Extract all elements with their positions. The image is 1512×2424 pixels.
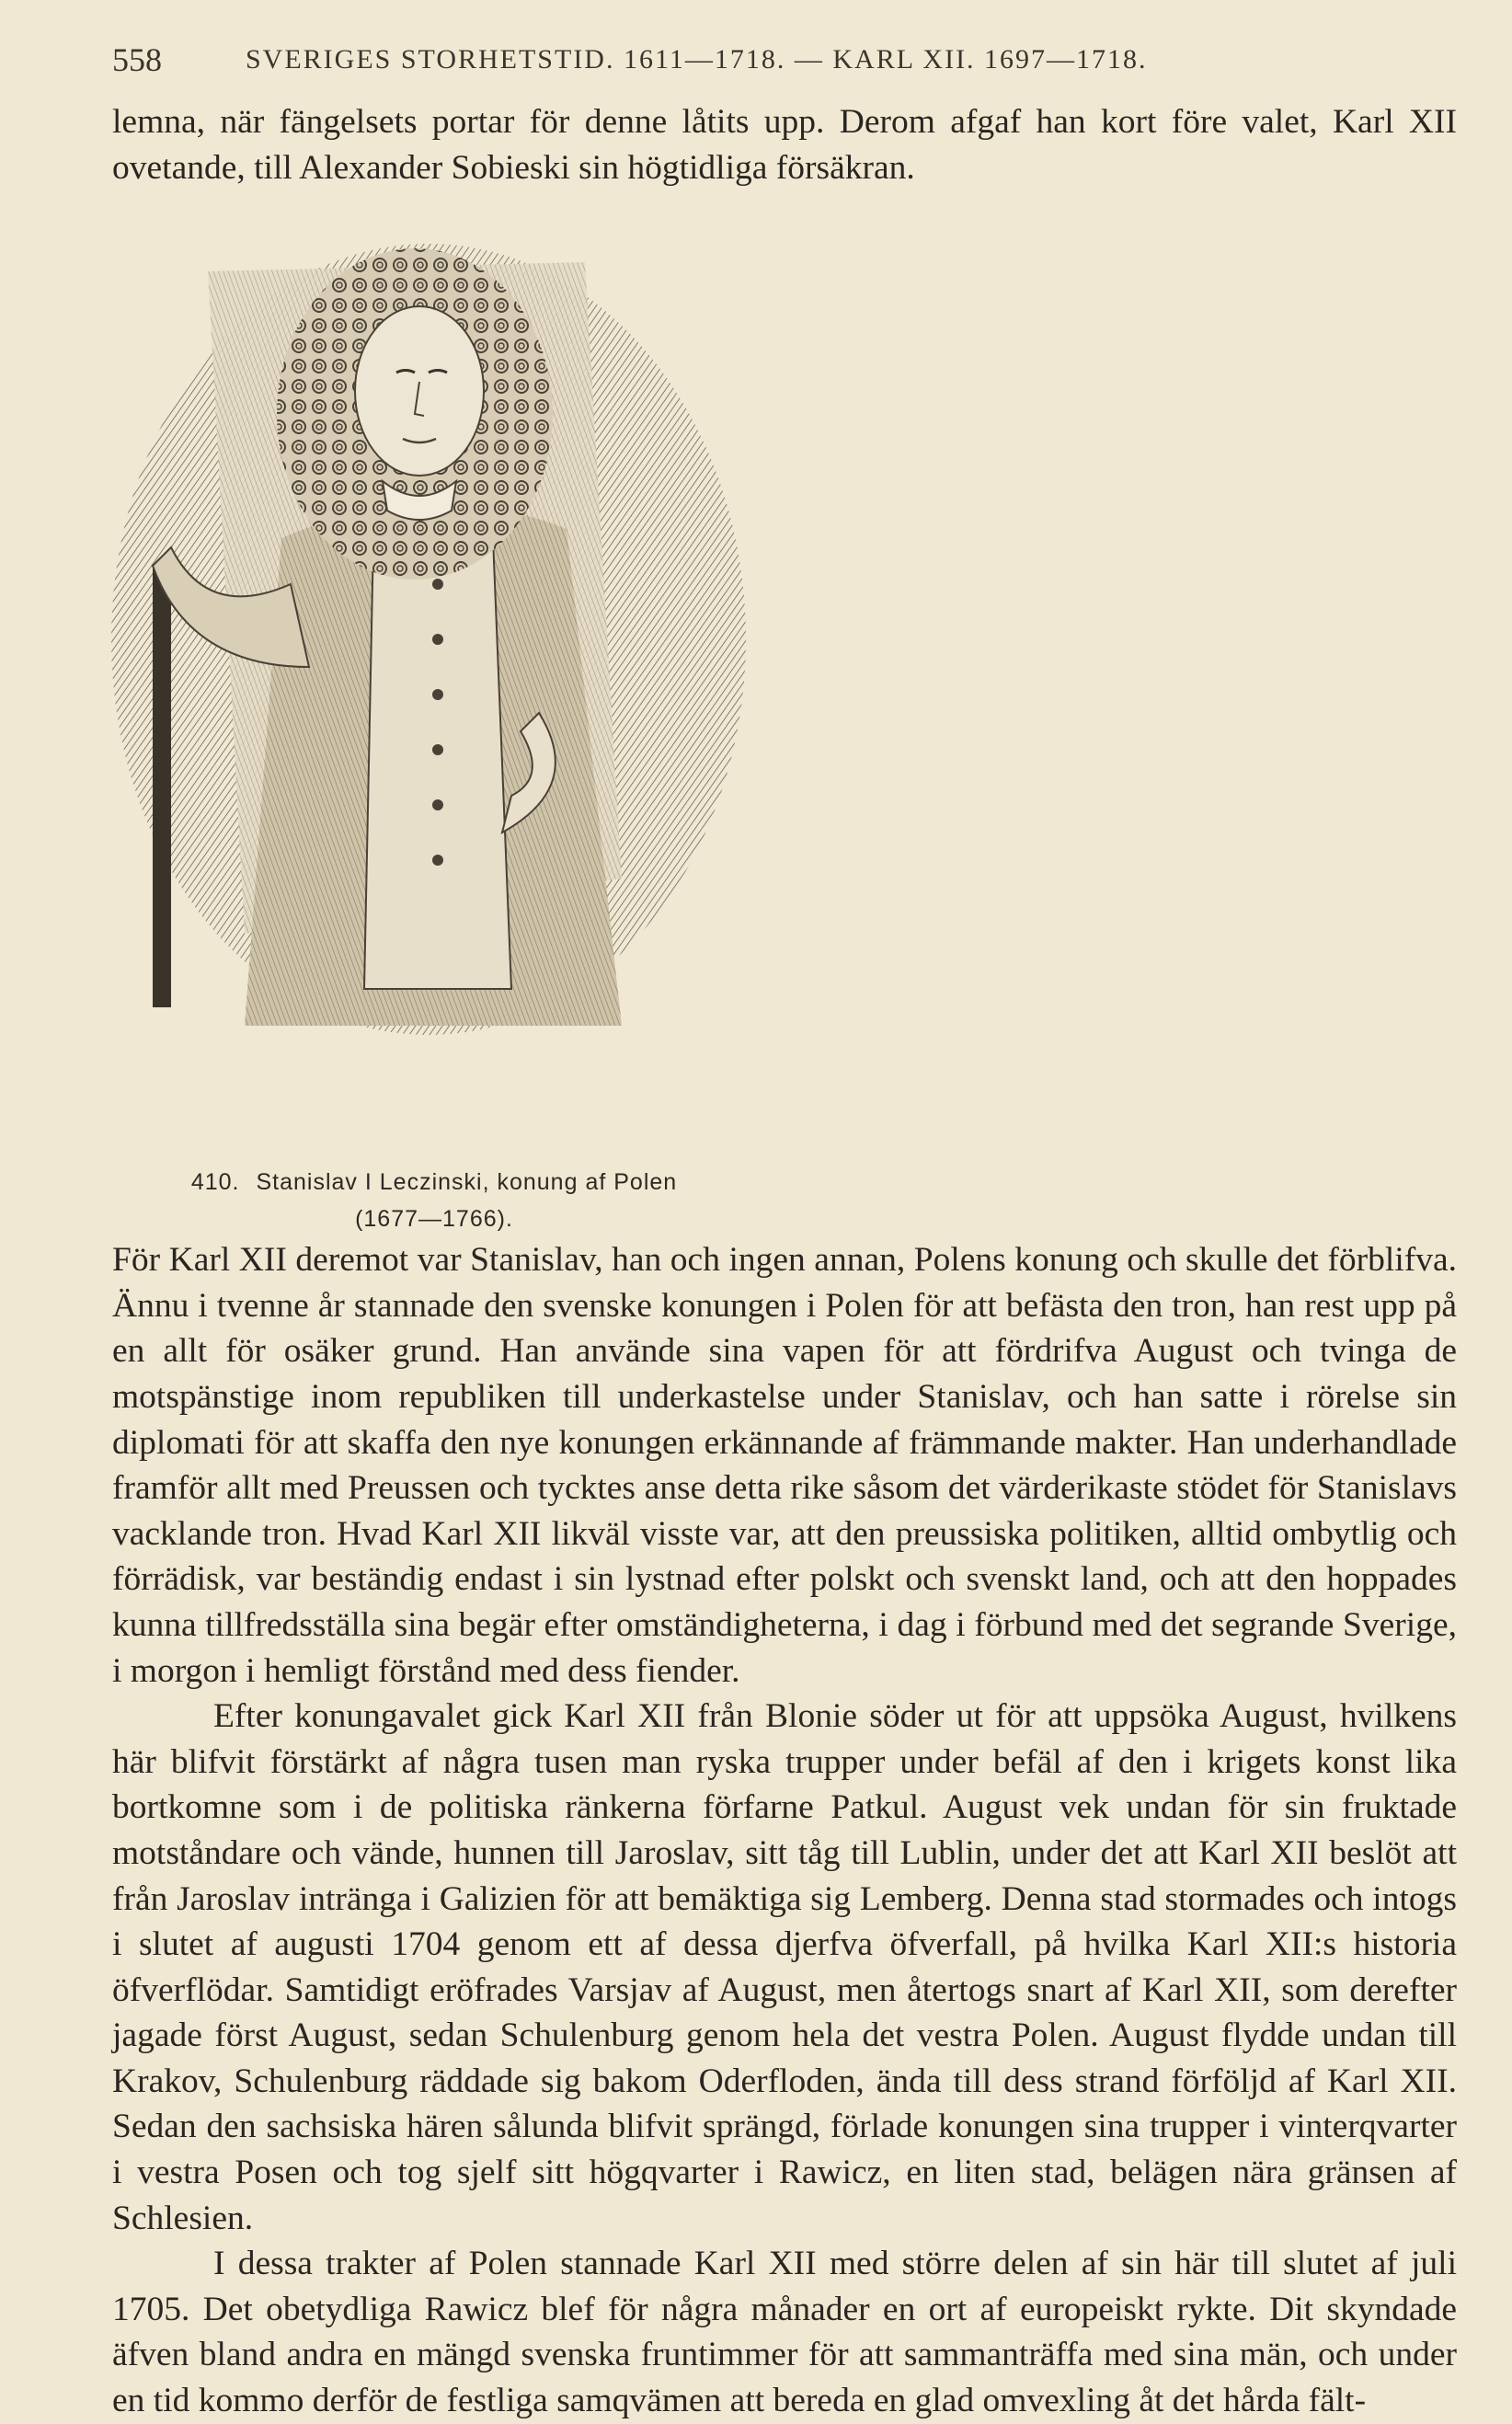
figure-410	[107, 235, 764, 1164]
portrait-engraving-image	[107, 235, 750, 1044]
caption-line-1: Stanislav I Leczinski, konung af Polen	[256, 1169, 678, 1196]
body-text	[112, 99, 1457, 2424]
page-number: 558	[112, 41, 162, 78]
paragraph-2-text: För Karl XII deremot var Stanislav, han och ingen annan, Polens konung och skulle det förblifva. Ännu i tvenne år stannade den svenske konungen i Polen för att befästa den tron, han rest upp på en allt för osäker grund. Han använde sina vapen för att fördrifva August och tvinga de motspänstige inom republiken till underkastelse under Stanislav, och han satte i rörelse sin diplomati för att skaffa den nye konungen erkännande af främmande makter. Han underhandlade framför allt med Preussen och tycktes anse detta rike såsom det värderikaste stödet för Stanislavs vacklande tron. Hvad Karl XII likväl visste var, att den preussiska politiken, alltid ombytlig och förrädisk, var beständig endast i sin lystnad efter polskt och svenskt land, och att den hoppades kunna tillfredsställa sina begär efter omständigheterna, i dag i förbund med det segrande Sverige, i morgon i hemligt förstånd med dess fiender.	[112, 1241, 1457, 1690]
caption-line-2: (1677—1766).	[355, 1206, 513, 1233]
figure-number: 410.	[190, 1169, 240, 1196]
running-title: SVERIGES STORHETSTID. 1611—1718. — KARL XII. 1697—1718.	[246, 44, 1148, 75]
running-header	[112, 40, 1455, 86]
paragraph-1: lemna, när fängelsets portar för denne låtits upp. Derom afgaf han kort före valet, Karl XII ovetande, till Alexander Sobieski sin högtidliga försäkran.	[112, 103, 1457, 187]
paragraph-4: I dessa trakter af Polen stannade Karl XII med större delen af sin här till slutet af juli 1705. Det obetydliga Rawicz blef för några månader en ort af europeiskt rykte. Dit skyndade äfven bland andra en mängd svenska fruntimmer för att sammanträffa med sina män, och under en tid kommo derför de festliga samqvämen att bereda en glad omvexling åt det hårda fält-	[112, 2245, 1457, 2420]
paragraph-3: Efter konungavalet gick Karl XII från Blonie söder ut för att uppsöka August, hvilkens här blifvit förstärkt af några tusen man ryska trupper under befäl af den i krigets konst lika bortkomne som i de politiska ränkerna förfarne Patkul. August vek undan för sin fruktade motståndare och vände, hunnen till Jaroslav, sitt tåg till Lublin, under det att Karl XII beslöt att från Jaroslav intränga i Galizien för att bemäktiga sig Lemberg. Denna stad stormades och intogs i slutet af augusti 1704 genom ett af dessa djerfva öfverfall, på hvilka Karl XII:s historia öfverflödar. Samtidigt eröfrades Varsjav af August, men återtogs snart af Karl XII, som derefter jagade först August, sedan Schulenburg genom hela det vestra Polen. August flydde undan till Krakov, Schulenburg räddade sig bakom Oderfloden, ända till dess strand förföljd af Karl XII. Sedan den sachsiska hären sålunda blifvit sprängd, förlade konungen sina trupper i vinterqvarter i vestra Posen och tog sjelf sitt högqvarter i Rawicz, en liten stad, belägen nära gränsen af Schlesien.	[112, 1697, 1457, 2237]
